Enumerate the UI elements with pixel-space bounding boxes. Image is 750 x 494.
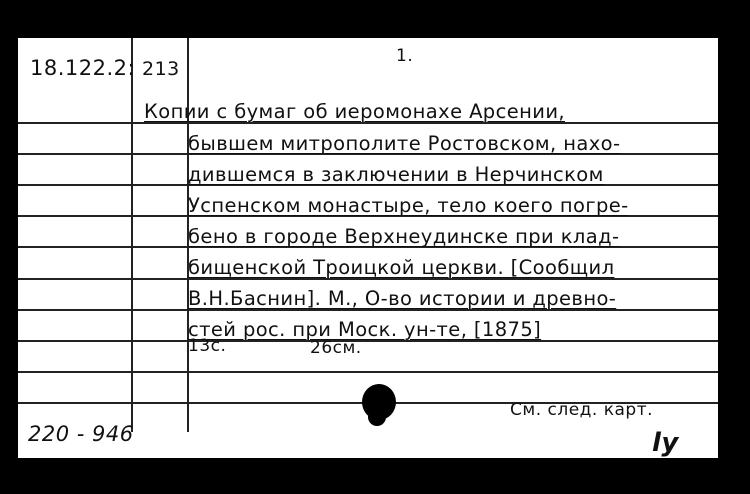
description-line-8: стей рос. при Моск. ун-те, [1875] [188,318,542,341]
description-line-1: Копии с бумаг об иеромонахе Арсении, [144,100,565,123]
punch-hole-tear [368,416,386,426]
description-line-6: бищенской Троицкой церкви. [Сообщил [188,256,615,279]
page-count: 13с. [188,336,227,356]
section-code: 213 [142,58,180,80]
description-line-3: дившемся в заключении в Нерчинском [188,163,604,186]
call-number: 18.122.2: [30,56,136,80]
description-line-4: Успенском монастыре, тело коего погре- [188,194,629,217]
punch-hole [362,384,396,420]
description-line-7: В.Н.Баснин]. М., О-во истории и древно- [188,287,617,310]
page-number: 1. [396,46,414,66]
initials-mark: ly [652,428,679,458]
book-size: 26см. [310,338,362,358]
margin-line-left [131,38,133,432]
card-rule [18,371,718,373]
description-line-2: бывшем митрополите Ростовском, нахо- [188,132,621,155]
continuation-note: См. след. карт. [510,400,654,420]
inventory-number: 220 - 946 [28,422,134,446]
description-line-5: бено в городе Верхнеудинске при клад- [188,225,620,248]
catalog-card [18,38,718,458]
